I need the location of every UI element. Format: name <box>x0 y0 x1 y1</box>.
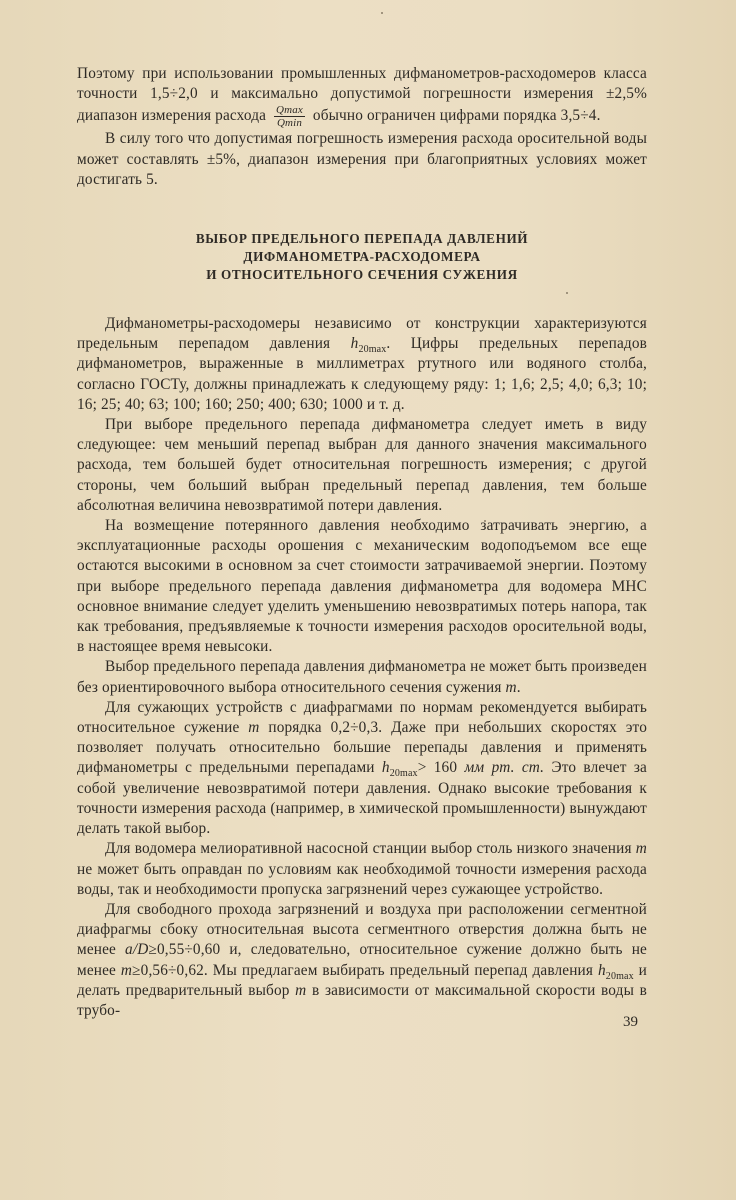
paragraph-8-text-b: не может быть оправдан по условиям как необходимой точности измерения расхода воды, так и необходимости пропуска загрязнений через сужающее устройство. <box>77 860 647 898</box>
spacer <box>77 190 647 230</box>
symbol-h: h <box>381 759 390 777</box>
paragraph-9 <box>77 900 647 1021</box>
paragraph-9-text-d: и делать предварительный выбор <box>77 961 647 999</box>
paragraph-4: При выборе предельного перепада дифманометра следует иметь в виду следующее: чем меньший перепад выбран для данного значения максимального расхода, тем большей будет относительная погрешность измерения; с другой стороны, чем больший выбран предельный перепад давления, тем больше абсолютная величина невозвратимой потери давления. <box>77 416 647 514</box>
paragraph-6-text-b: . <box>516 678 521 696</box>
symbol-m: m <box>635 840 647 858</box>
paragraph-3-text-a: Дифманометры-расходомеры независимо от конструкции характеризуются предельным перепадом давления <box>77 315 647 353</box>
symbol-m: m <box>505 678 517 696</box>
paragraph-8 <box>77 839 647 900</box>
symbol-h: h <box>350 335 359 353</box>
unit-mm-hg: мм рт. ст. <box>464 759 545 777</box>
flow-range-fraction <box>274 104 305 129</box>
section-heading <box>77 230 647 284</box>
paragraph-9-text-a: Для свободного прохода загрязнений и воздуха при расположении сегментной диафрагмы сбоку относительная высота сегментного отверстия должна быть не менее <box>77 900 647 959</box>
heading-line-3: И ОТНОСИТЕЛЬНОГО СЕЧЕНИЯ СУЖЕНИЯ <box>206 267 518 283</box>
symbol-m: m <box>248 719 260 737</box>
heading-line-2: ДИФМАНОМЕТРА-РАСХОДОМЕРА <box>243 249 481 265</box>
symbol-m: m <box>295 981 307 999</box>
symbol-a-over-d: a/D <box>125 941 149 959</box>
subscript-20max: 20max <box>605 970 634 982</box>
heading-line-1: ВЫБОР ПРЕДЕЛЬНОГО ПЕРЕПАДА ДАВЛЕНИЙ <box>195 231 529 247</box>
subscript-20max: 20max <box>358 344 387 356</box>
page-speck <box>381 12 383 14</box>
paragraph-5: На возмещение потерянного давления необходимо затрачивать энергию, а эксплуатационные расходы орошения с механическим водоподъемом все еще остаются высокими в основном за счет стоимости затрачиваемой энергии. Поэтому при выборе предельного перепада давления дифманометра для водомера МНС основное внимание следует уделить уменьшению невозвратимых потерь напора, так как требования, предъявляемые к точности измерения расходов оросительной воды, в настоящее время невысоки. <box>77 517 647 656</box>
paragraph-9-text-c: ≥0,56÷0,62. Мы предлагаем выбирать предельный перепад давления <box>132 961 598 979</box>
paragraph-3 <box>77 314 647 415</box>
paragraph-6 <box>77 657 647 697</box>
paragraph-1 <box>77 64 647 129</box>
paragraph-6-text-a: Выбор предельного перепада давления дифманометра не может быть произведен без ориентировочного выбора относительного сечения сужения <box>77 658 647 696</box>
paragraph-7-text-d: Это влечет за собой увеличение невозвратимой потери давления. Однако высокие требования к точности измерения расхода (например, в химической промышленности) вынуждают делать такой выбор. <box>77 759 647 838</box>
subscript-20max: 20max <box>389 768 418 780</box>
paragraph-1-text-a: Поэтому при использовании промышленных дифманометров-расходомеров класса точности 1,5÷2,0 и максимально допустимой погрешности измерения ±2,5% диапазон измерения расхода <box>77 65 647 125</box>
paragraph-3-text-b: . Цифры предельных перепадов дифманометров, выраженные в миллиметрах ртутного или водяного столба, согласно ГОСТу, должны принадлежать к следующему ряду: 1; 1,6; 2,5; 4,0; 6,3; 10; 16; 25; 40; 63; 100; 160; 250; 400; 630; 1000 и т. д. <box>77 335 647 413</box>
paragraph-9-text-e: в зависимости от максимальной скорости воды в трубо- <box>77 981 647 1019</box>
paragraph-7-text-a: Для сужающих устройств с диафрагмами по нормам рекомендуется выбирать относительное сужение <box>77 698 647 737</box>
fraction-denominator: Qmin <box>276 117 302 130</box>
fraction-numerator: Qmax <box>276 104 303 117</box>
symbol-h: h <box>597 961 606 979</box>
symbol-m: m <box>120 961 133 979</box>
paragraph-9-text-b: ≥0,55÷0,60 и, следовательно, относительное сужение должно быть не менее <box>77 941 647 979</box>
paragraph-7-text-b: порядка 0,2÷0,3. Даже при небольших скоростях это позволяет получать относительно большие перепады давления и применять дифманометры с предельными перепадами <box>77 719 647 777</box>
paragraph-1-text-b: обычно ограничен цифрами порядка 3,5÷4. <box>308 107 601 125</box>
text-column <box>77 64 647 1021</box>
paragraph-7 <box>77 698 647 839</box>
spacer <box>77 284 647 314</box>
paragraph-8-text-a: Для водомера мелиоративной насосной станции выбор столь низкого значения <box>105 840 636 858</box>
paragraph-2: В силу того что допустимая погрешность измерения расхода оросительной воды может составлять ±5%, диапазон измерения при благоприятных условиях может достигать 5. <box>77 130 647 188</box>
page-number: 39 <box>623 1014 638 1030</box>
paragraph-7-text-c: > 160 <box>417 759 465 777</box>
